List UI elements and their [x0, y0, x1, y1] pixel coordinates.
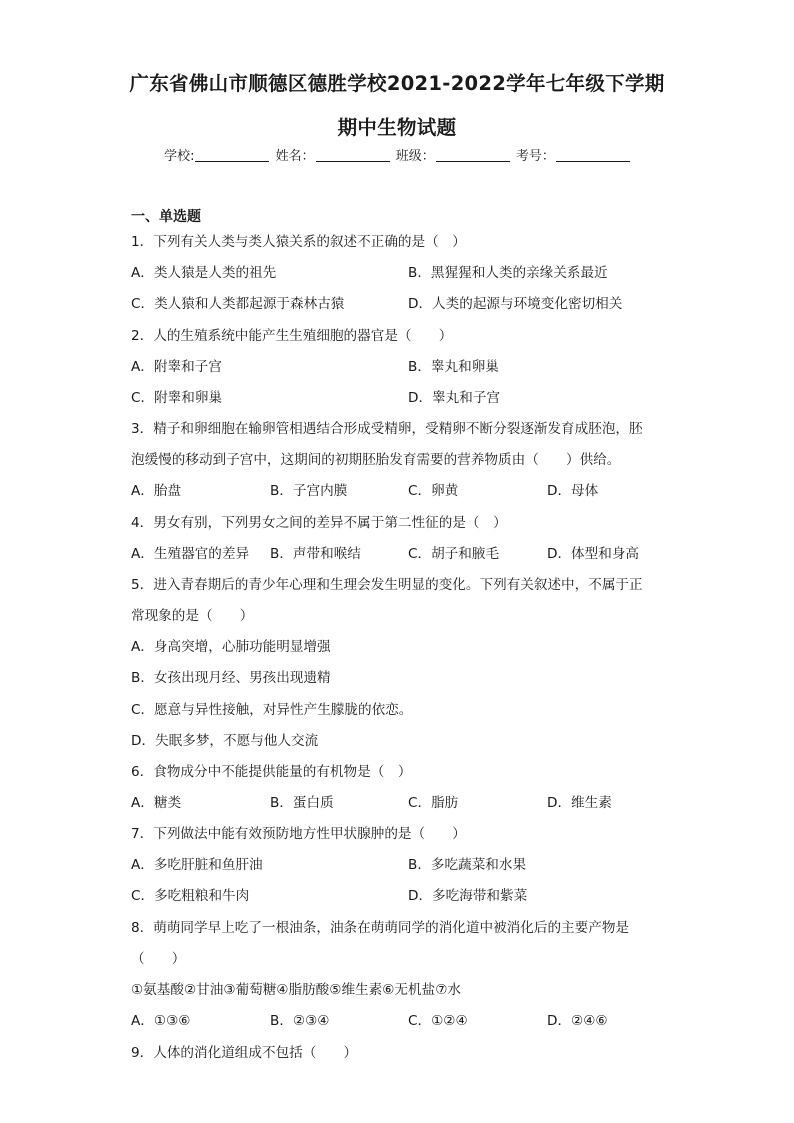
q4-option-a[interactable]: A．生殖器官的差异: [131, 546, 250, 562]
question-6-stem: 6．食物成分中不能提供能量的有机物是（ ）: [131, 764, 412, 780]
exam-no-blank[interactable]: [556, 148, 630, 162]
question-3-stem-line-1: 3．精子和卵细胞在输卵管相遇结合形成受精卵，受精卵不断分裂逐渐发育成胚泡，胚: [131, 421, 643, 437]
class-blank[interactable]: [436, 148, 510, 162]
question-8-stem-line-1: 8．萌萌同学早上吃了一根油条，油条在萌萌同学的消化道中被消化后的主要产物是: [131, 920, 630, 936]
q8-option-d[interactable]: D．②④⑥: [547, 1013, 608, 1029]
class-label: 班级：: [395, 149, 435, 164]
q1-option-d[interactable]: D．人类的起源与环境变化密切相关: [408, 296, 623, 312]
question-9-stem: 9．人体的消化道组成不包括（ ）: [131, 1045, 358, 1061]
q7-option-d[interactable]: D．多吃海带和紫菜: [408, 888, 528, 904]
q7-option-c[interactable]: C．多吃粗粮和牛肉: [131, 888, 250, 904]
q7-option-b[interactable]: B．多吃蔬菜和水果: [408, 857, 527, 873]
q6-option-a[interactable]: A．糖类: [131, 795, 182, 811]
q2-option-a[interactable]: A．附睾和子宫: [131, 359, 222, 375]
title-line-2: 期中生物试题: [337, 116, 457, 139]
question-4-stem: 4．男女有别，下列男女之间的差异不属于第二性征的是（ ）: [131, 515, 507, 531]
question-5-stem-line-2: 常现象的是（ ）: [131, 608, 254, 624]
q8-option-c[interactable]: C．①②④: [408, 1013, 468, 1029]
q2-option-b[interactable]: B．睾丸和卵巢: [408, 359, 499, 375]
q6-option-c[interactable]: C．脂肪: [408, 795, 459, 811]
q5-option-b[interactable]: B．女孩出现月经、男孩出现遗精: [131, 670, 331, 686]
q8-option-b[interactable]: B．②③④: [270, 1013, 330, 1029]
q5-option-a[interactable]: A．身高突增，心肺功能明显增强: [131, 639, 331, 655]
q4-option-c[interactable]: C．胡子和腋毛: [408, 546, 500, 562]
question-8-stem-line-2: （ ）: [131, 951, 186, 967]
school-label: 学校:: [164, 149, 195, 164]
q3-option-a[interactable]: A．胎盘: [131, 483, 182, 499]
name-label: 姓名：: [275, 149, 315, 164]
school-field[interactable]: [164, 145, 269, 164]
school-blank[interactable]: [195, 148, 269, 162]
question-1-stem: 1．下列有关人类与类人猿关系的叙述不正确的是（ ）: [131, 234, 466, 250]
name-blank[interactable]: [316, 148, 390, 162]
q4-option-b[interactable]: B．声带和喉结: [270, 546, 361, 562]
q5-option-d[interactable]: D．失眠多梦，不愿与他人交流: [131, 733, 319, 749]
q5-option-c[interactable]: C．愿意与异性接触，对异性产生朦胧的依恋。: [131, 702, 413, 718]
q1-option-b[interactable]: B．黑猩猩和人类的亲缘关系最近: [408, 265, 608, 281]
q2-option-d[interactable]: D．睾丸和子宫: [408, 390, 501, 406]
q7-option-a[interactable]: A．多吃肝脏和鱼肝油: [131, 857, 263, 873]
exam-no-field[interactable]: [516, 145, 630, 164]
student-info-line: [0, 145, 794, 164]
question-2-stem: 2．人的生殖系统中能产生生殖细胞的器官是（ ）: [131, 328, 453, 344]
q3-option-c[interactable]: C．卵黄: [408, 483, 459, 499]
q3-option-d[interactable]: D．母体: [547, 483, 599, 499]
q8-option-a[interactable]: A．①③⑥: [131, 1013, 191, 1029]
q6-option-d[interactable]: D．维生素: [547, 795, 612, 811]
title-line-1: 广东省佛山市顺德区德胜学校2021-2022学年七年级下学期: [129, 72, 665, 95]
q2-option-c[interactable]: C．附睾和卵巢: [131, 390, 223, 406]
q4-option-d[interactable]: D．体型和身高: [547, 546, 640, 562]
question-5-stem-line-1: 5．进入青春期后的青少年心理和生理会发生明显的变化。下列有关叙述中，不属于正: [131, 577, 643, 593]
question-3-stem-line-2: 泡缓慢的移动到子宫中，这期间的初期胚胎发育需要的营养物质由（ ）供给。: [131, 452, 621, 468]
exam-no-label: 考号：: [515, 149, 555, 164]
q1-option-c[interactable]: C．类人猿和人类都起源于森林古猿: [131, 296, 345, 312]
name-field[interactable]: [276, 145, 390, 164]
question-8-stem-line-3: ①氨基酸②甘油③葡萄糖④脂肪酸⑤维生素⑥无机盐⑦水: [131, 982, 461, 998]
question-7-stem: 7．下列做法中能有效预防地方性甲状腺肿的是（ ）: [131, 826, 466, 842]
section-title: 一、单选题: [131, 209, 201, 225]
q1-option-a[interactable]: A．类人猿是人类的祖先: [131, 265, 277, 281]
class-field[interactable]: [396, 145, 510, 164]
q3-option-b[interactable]: B．子宫内膜: [270, 483, 348, 499]
q6-option-b[interactable]: B．蛋白质: [270, 795, 334, 811]
